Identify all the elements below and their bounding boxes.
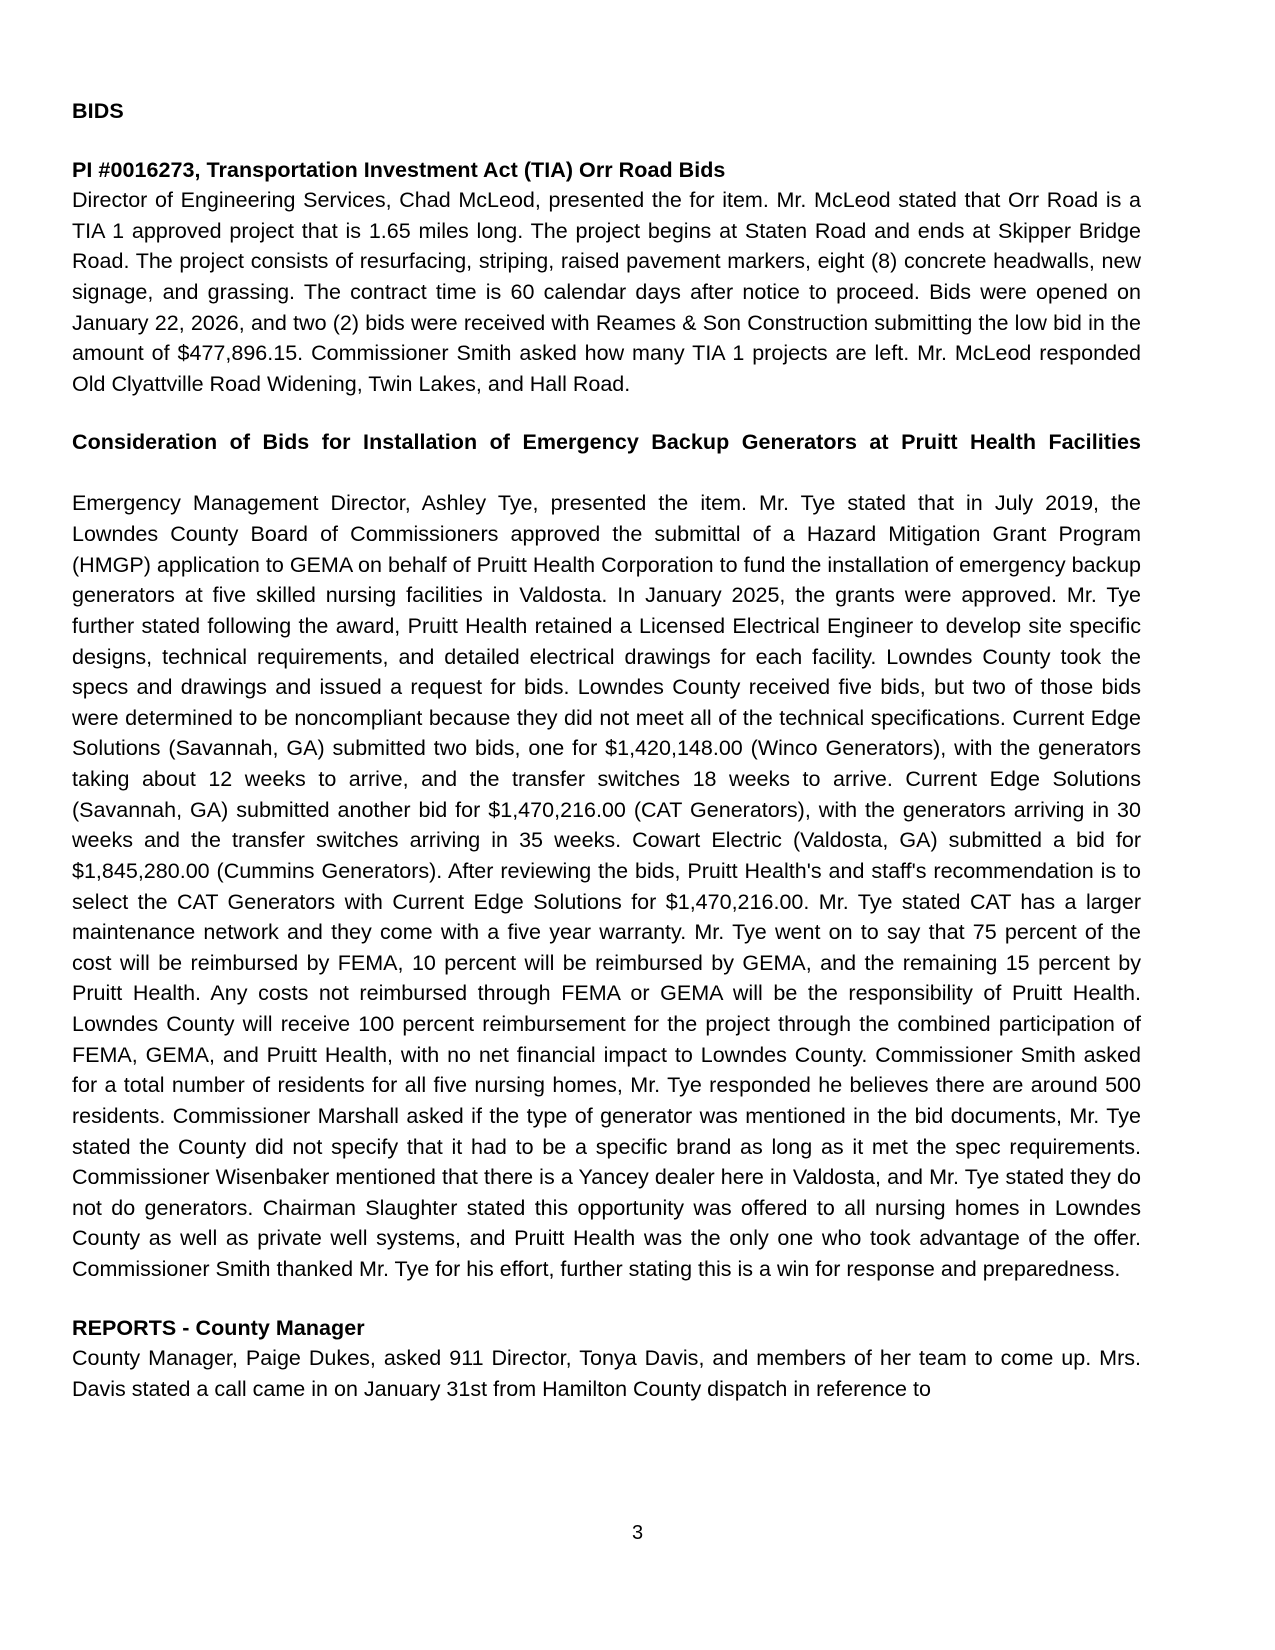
section-reports-county-manager [72,1313,1141,1405]
body-paragraph-pruitt-health-generators: Emergency Management Director, Ashley Tye, presented the item. Mr. Tye stated that in July 2019, the Lowndes County Board of Commissioners approved the submittal of a Hazard Mitigation Grant Program (HMGP) application to GEMA on behalf of Pruitt Health Corporation to fund the installation of emergency backup generators at five skilled nursing facilities in Valdosta. In January 2025, the grants were approved. Mr. Tye further stated following the award, Pruitt Health retained a Licensed Electrical Engineer to develop site specific designs, technical requirements, and detailed electrical drawings for each facility. Lowndes County took the specs and drawings and issued a request for bids. Lowndes County received five bids, but two of those bids were determined to be noncompliant because they did not meet all of the technical specifications. Current Edge Solutions (Savannah, GA) submitted two bids, one for $1,420,148.00 (Winco Generators), with the generators taking about 12 weeks to arrive, and the transfer switches 18 weeks to arrive. Current Edge Solutions (Savannah, GA) submitted another bid for $1,470,216.00 (CAT Generators), with the generators arriving in 30 weeks and the transfer switches arriving in 35 weeks. Cowart Electric (Valdosta, GA) submitted a bid for $1,845,280.00 (Cummins Generators). After reviewing the bids, Pruitt Health's and staff's recommendation is to select the CAT Generators with Current Edge Solutions for $1,470,216.00. Mr. Tye stated CAT has a larger maintenance network and they come with a five year warranty. Mr. Tye went on to say that 75 percent of the cost will be reimbursed by FEMA, 10 percent will be reimbursed by GEMA, and the remaining 15 percent by Pruitt Health. Any costs not reimbursed through FEMA or GEMA will be the responsibility of Pruitt Health. Lowndes County will receive 100 percent reimbursement for the project through the combined participation of FEMA, GEMA, and Pruitt Health, with no net financial impact to Lowndes County. Commissioner Smith asked for a total number of residents for all five nursing homes, Mr. Tye responded he believes there are around 500 residents. Commissioner Marshall asked if the type of generator was mentioned in the bid documents, Mr. Tye stated the County did not specify that it had to be a specific brand as long as it met the spec requirements. Commissioner Wisenbaker mentioned that there is a Yancey dealer here in Valdosta, and Mr. Tye stated they do not do generators. Chairman Slaughter stated this opportunity was offered to all nursing homes in Lowndes County as well as private well systems, and Pruitt Health was the only one who took advantage of the offer. Commissioner Smith thanked Mr. Tye for his effort, further stating this is a win for response and preparedness. [72,491,1141,1282]
item-heading-reports-county-manager: REPORTS - County Manager [72,1315,365,1340]
item-heading-orr-road-bids: PI #0016273, Transportation Investment Act (TIA) Orr Road Bids [72,157,726,182]
item-heading-pruitt-health-generators: Consideration of Bids for Installation of Emergency Backup Generators at Pruitt Health Facilities [72,430,1141,455]
section-pruitt-health-generators [72,427,1141,1284]
body-paragraph-reports-county-manager: County Manager, Paige Dukes, asked 911 Director, Tonya Davis, and members of her team to come up. Mrs. Davis stated a call came in on January 31st from Hamilton County dispatch in reference to [72,1346,1141,1401]
section-bids [72,96,1141,127]
page-content [72,96,1141,1404]
page-number: 3 [631,1522,644,1544]
section-orr-road-bids [72,155,1141,400]
body-paragraph-orr-road-bids: Director of Engineering Services, Chad McLeod, presented the for item. Mr. McLeod stated that Orr Road is a TIA 1 approved project that is 1.65 miles long. The project begins at Staten Road and ends at Skipper Bridge Road. The project consists of resurfacing, striping, raised pavement markers, eight (8) concrete headwalls, new signage, and grassing. The contract time is 60 calendar days after notice to proceed. Bids were opened on January 22, 2026, and two (2) bids were received with Reames & Son Construction submitting the low bid in the amount of $477,896.15. Commissioner Smith asked how many TIA 1 projects are left. Mr. McLeod responded Old Clyattville Road Widening, Twin Lakes, and Hall Road. [72,188,1141,396]
section-heading-bids: BIDS [72,99,124,123]
